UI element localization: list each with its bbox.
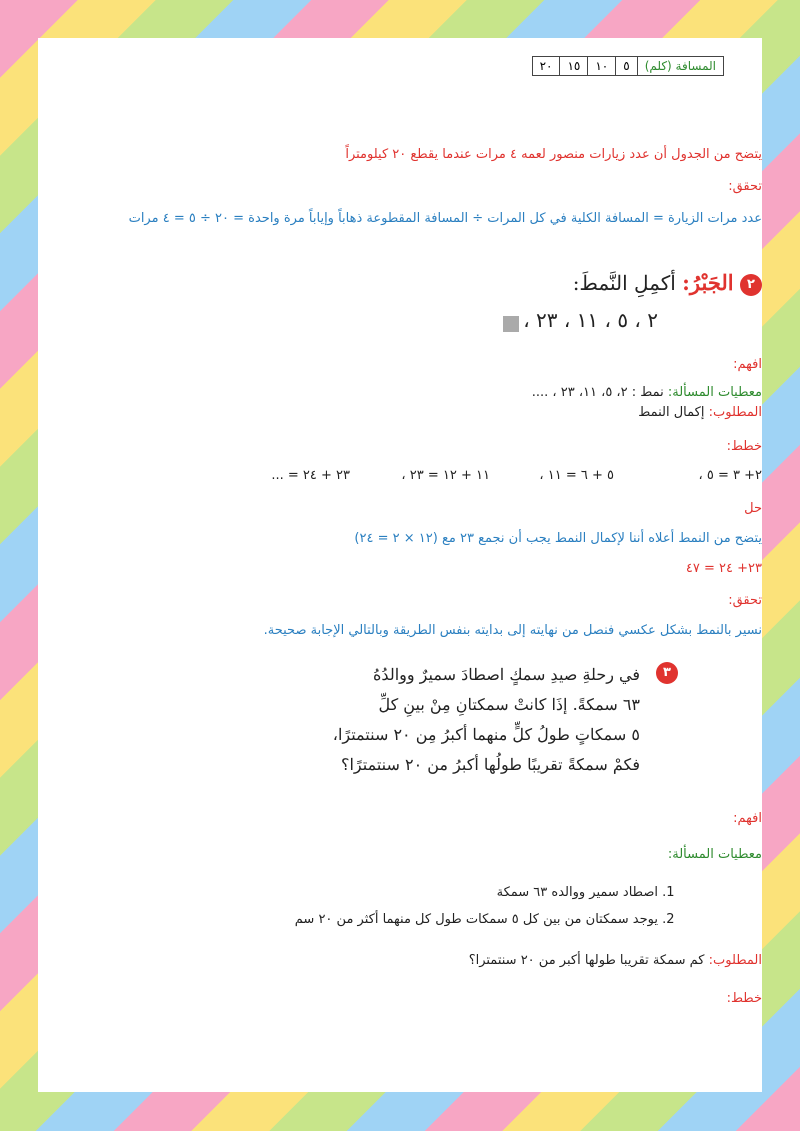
distance-cell: ٥ bbox=[616, 57, 637, 76]
q2-plan-steps bbox=[38, 468, 762, 488]
q3-givens-label: معطيات المسألة: bbox=[667, 847, 762, 862]
plan-step: ٥ + ٦ = ١١ ، bbox=[539, 468, 614, 483]
q2-required bbox=[38, 404, 762, 423]
distance-cell: ١٠ bbox=[588, 57, 616, 76]
q2-title-rest: أكمِلِ النَّمطَ: bbox=[572, 271, 676, 295]
distance-header: المسافة (كلم) bbox=[637, 57, 723, 76]
q2-sequence-row bbox=[38, 306, 658, 335]
q3-required-label: المطلوب: bbox=[708, 953, 762, 968]
plan-step: ٢٣ + ٢٤ = ... bbox=[271, 468, 350, 483]
plan-step: ٢+ ٣ = ٥ ، bbox=[698, 468, 762, 483]
q3-understand-label: افهم: bbox=[733, 811, 762, 826]
intro-check-text: عدد مرات الزيارة = المسافة الكلية في كل المرات ÷ المسافة المقطوعة ذهاباً وإياباً مرة واحدة = ٢٠ ÷ ٥ = ٤ مرات bbox=[128, 211, 762, 226]
q2-check-text: نسير بالنمط بشكل عكسي فنصل من نهايته إلى بدايته بنفس الطريقة وبالتالي الإجابة صحيحة. bbox=[263, 623, 762, 638]
q2-required-value: إكمال النمط bbox=[638, 405, 705, 420]
q3-given-item: 1. اصطاد سمير ووالده ٦٣ سمكة bbox=[38, 884, 658, 903]
distance-cell: ١٥ bbox=[560, 57, 588, 76]
missing-term-box bbox=[503, 316, 519, 332]
plan-step: ١١ + ١٢ = ٢٣ ، bbox=[401, 468, 490, 483]
intro-conclusion: يتضح من الجدول أن عدد زيارات منصور لعمه ٤ مرات عندما يقطع ٢٠ كيلومتراً bbox=[345, 147, 762, 162]
q3-problem-text bbox=[333, 660, 640, 780]
q2-number-badge: ٢ bbox=[740, 274, 762, 296]
q2-givens-label: معطيات المسألة: bbox=[667, 385, 762, 400]
q2-givens-value: نمط : ٢، ٥، ١١، ٢٣ ، .... bbox=[531, 385, 664, 400]
q3-line: ٦٣ سمكةً. إذَا كانتْ سمكتانِ مِنْ بينِ كلِّ bbox=[378, 695, 640, 714]
q3-line: في رحلةِ صيدِ سمكٍ اصطادَ سميرٌ ووالدُهُ bbox=[373, 665, 640, 684]
q2-understand-label: افهم: bbox=[733, 357, 762, 372]
q3-number-badge: ٣ bbox=[656, 662, 678, 684]
q2-solve-result: ٢٣+ ٢٤ = ٤٧ bbox=[685, 561, 762, 576]
q3-line: ٥ سمكاتٍ طولُ كلٍّ منهما أكبرُ مِن ٢٠ سنتمترًا، bbox=[332, 725, 640, 744]
q2-title-strong: الجَبْرُ: bbox=[682, 270, 734, 295]
q2-givens bbox=[38, 384, 762, 403]
q2-check-label: تحقق: bbox=[728, 593, 762, 608]
q3-required-value: كم سمكة تقريبا طولها أكبر من ٢٠ سنتمترا؟ bbox=[468, 953, 705, 968]
q3-givens-list bbox=[38, 884, 680, 938]
q3-plan-label: خطط: bbox=[726, 991, 762, 1006]
distance-table bbox=[532, 56, 724, 76]
q3-badge-wrap bbox=[658, 662, 678, 684]
q2-solve-label: حل bbox=[744, 501, 762, 516]
q3-required bbox=[38, 952, 762, 971]
distance-cell: ٢٠ bbox=[532, 57, 560, 76]
q2-plan-label: خطط: bbox=[726, 439, 762, 454]
q2-required-label: المطلوب: bbox=[708, 405, 762, 420]
q3-line: فكمْ سمكةً تقريبًا طولُها أكبرُ من ٢٠ سنتمترًا؟ bbox=[340, 755, 640, 774]
intro-check-label: تحقق: bbox=[728, 179, 762, 194]
q3-given-item: 2. يوجد سمكتان من بين كل ٥ سمكات طول كل منهما أكثر من ٢٠ سم bbox=[38, 911, 658, 930]
q2-heading bbox=[38, 268, 762, 298]
q2-solve-text: يتضح من النمط أعلاه أننا لإكمال النمط يجب أن نجمع ٢٣ مع (١٢ × ٢ = ٢٤) bbox=[354, 531, 762, 546]
q2-sequence: ٢ ، ٥ ، ١١ ، ٢٣ ، bbox=[523, 308, 658, 332]
